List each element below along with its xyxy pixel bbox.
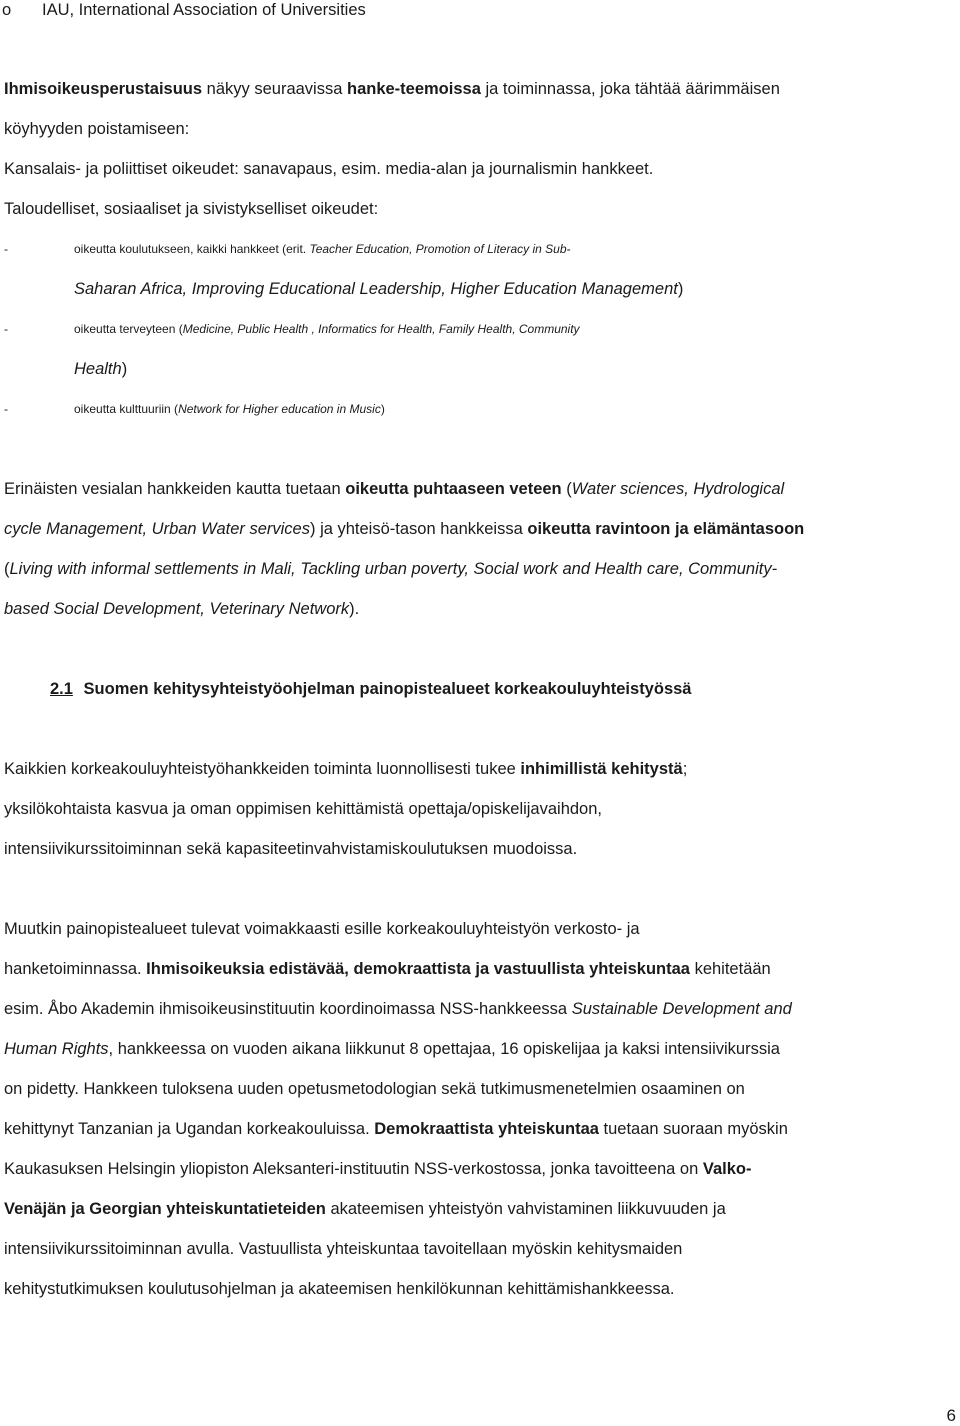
paragraph-line: Ihmisoikeusperustaisuus näkyy seuraavissa hanke-teemoissa ja toiminnassa, joka tähtää äärimmäisen (4, 80, 780, 98)
paragraph-line: (Living with informal settlements in Mali, Tackling urban poverty, Social work and Health care, Community- (4, 560, 778, 578)
bullet-text: IAU, International Association of Universities (42, 1, 366, 19)
paragraph-line: Taloudelliset, sosiaaliset ja sivistykselliset oikeudet: (4, 200, 379, 218)
paragraph-line: Kaikkien korkeakouluyhteistyöhankkeiden toiminta luonnollisesti tukee inhimillistä kehitystä; (4, 760, 688, 778)
paragraph-line: Muutkin painopistealueet tulevat voimakkaasti esille korkeakouluyhteistyön verkosto- ja (4, 920, 640, 938)
paragraph-line: Human Rights, hankkeessa on vuoden aikana liikkunut 8 opettajaa, 16 opiskelijaa ja kaksi intensiivikurssia (4, 1040, 780, 1058)
paragraph-line: hanketoiminnassa. Ihmisoikeuksia edistävää, demokraattista ja vastuullista yhteiskuntaa kehitetään (4, 960, 771, 978)
list-dash: - (4, 402, 8, 416)
heading-number: 2.1 (50, 680, 73, 698)
paragraph-line: on pidetty. Hankkeen tuloksena uuden opetusmetodologian sekä tutkimusmenetelmien osaaminen on (4, 1080, 745, 1098)
bold-term: hanke-teemoissa (346, 80, 481, 98)
section-heading (50, 679, 691, 699)
paragraph-line: intensiivikurssitoiminnan avulla. Vastuullista yhteiskuntaa tavoitellaan myöskin kehitysmaiden (4, 1240, 683, 1258)
list-item-continuation: Saharan Africa, Improving Educational Leadership, Higher Education Management) (74, 280, 684, 298)
paragraph-line: köyhyyden poistamiseen: (4, 120, 190, 138)
paragraph-line: kehittynyt Tanzanian ja Ugandan korkeakouluissa. Demokraattista yhteiskuntaa tuetaan suoraan myöskin (4, 1120, 788, 1138)
bold-term: Ihmisoikeusperustaisuus (4, 80, 203, 98)
list-item-continuation: Health) (74, 360, 128, 378)
paragraph-line: Kansalais- ja poliittiset oikeudet: sanavapaus, esim. media-alan ja journalismin hankkeet. (4, 160, 654, 178)
bullet-marker: o (2, 1, 12, 19)
paragraph-line: based Social Development, Veterinary Network). (4, 600, 360, 618)
paragraph-line: esim. Åbo Akademin ihmisoikeusinstituutin koordinoimassa NSS-hankkeessa Sustainable Development and (4, 1000, 792, 1018)
page-number: 6 (946, 1406, 956, 1425)
list-dash: - (4, 322, 8, 336)
paragraph-line: cycle Management, Urban Water services) ja yhteisö-tason hankkeissa oikeutta ravintoon ja elämäntasoon (4, 520, 805, 538)
paragraph-line: yksilökohtaista kasvua ja oman oppimisen kehittämistä opettaja/opiskelijavaihdon, (4, 800, 602, 818)
paragraph-line: Erinäisten vesialan hankkeiden kautta tuetaan oikeutta puhtaaseen veteen (Water sciences, Hydrological (4, 480, 785, 498)
paragraph-line: kehitystutkimuksen koulutusohjelman ja akateemisen henkilökunnan kehittämishankkeessa. (4, 1280, 675, 1298)
paragraph-line: intensiivikurssitoiminnan sekä kapasiteetinvahvistamiskoulutuksen muodoissa. (4, 840, 578, 858)
heading-title: Suomen kehitysyhteistyöohjelman painopistealueet korkeakouluyhteistyössä (83, 680, 692, 698)
paragraph-line: Venäjän ja Georgian yhteiskuntatieteiden akateemisen yhteistyön vahvistaminen liikkuvuuden ja (4, 1200, 726, 1218)
list-dash: - (4, 242, 8, 256)
paragraph-line: Kaukasuksen Helsingin yliopiston Aleksanteri-instituutin NSS-verkostossa, jonka tavoitteena on Valko- (4, 1160, 752, 1178)
